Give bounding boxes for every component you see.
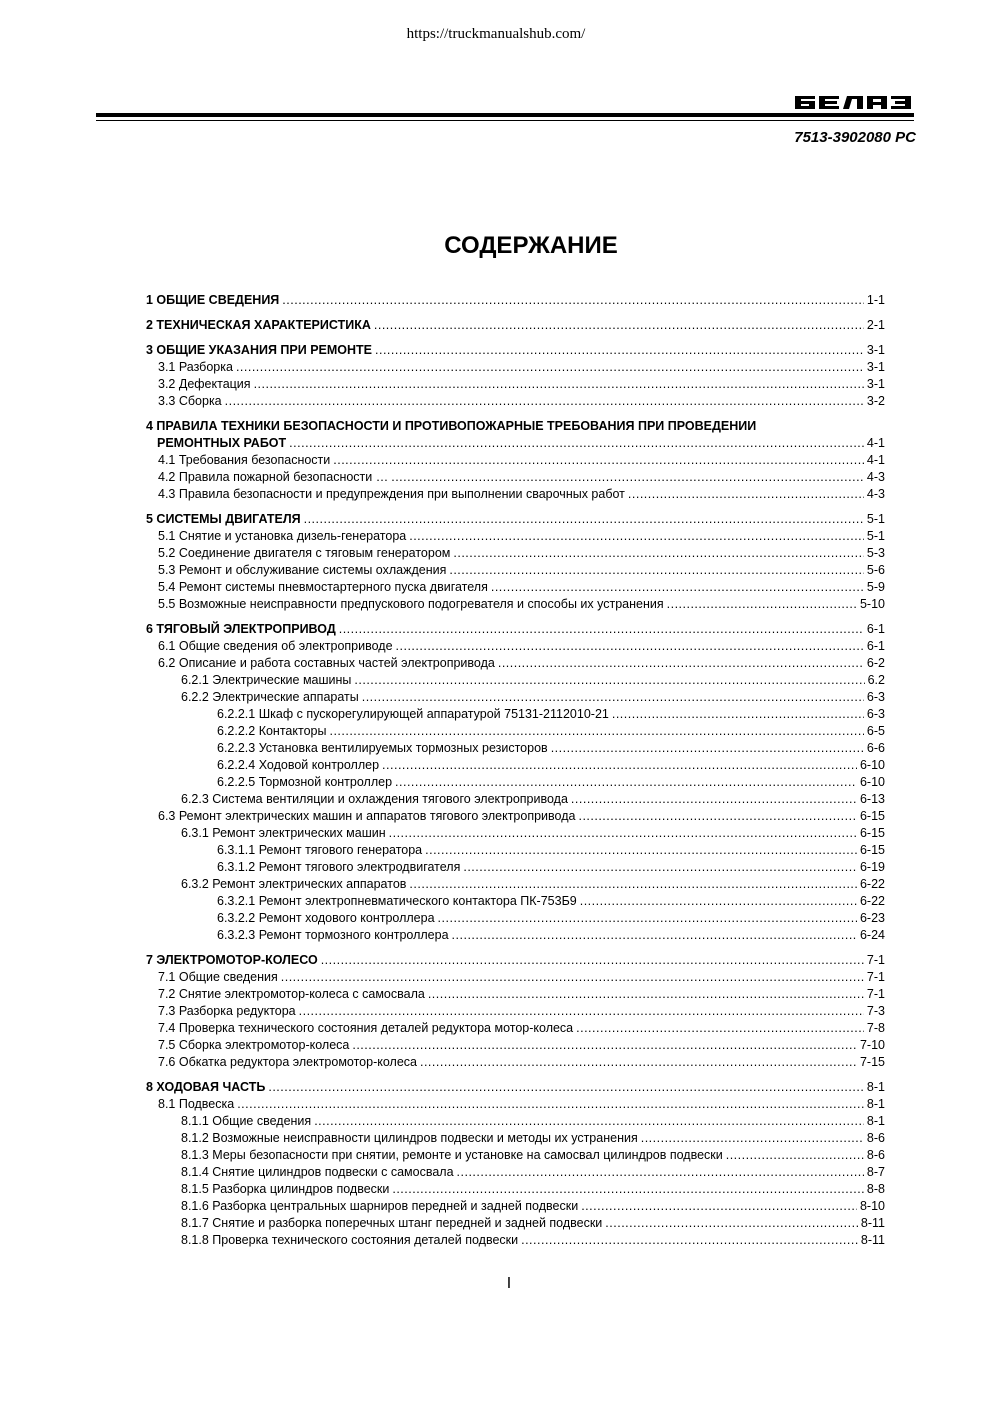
- toc-section: [146, 418, 885, 503]
- toc-entry-title: 7 ЭЛЕКТРОМОТОР-КОЛЕСО: [146, 953, 318, 967]
- toc-entry[interactable]: [146, 859, 885, 876]
- toc-entry-page: 5-3: [866, 546, 885, 560]
- toc-dot-leader: [299, 1003, 864, 1020]
- toc-dot-leader: [391, 469, 864, 486]
- toc-entry-title: 6.1 Общие сведения об электроприводе: [158, 639, 393, 653]
- toc-entry-page: 8-6: [866, 1148, 885, 1162]
- toc-dot-leader: [225, 393, 864, 410]
- toc-dot-leader: [354, 672, 864, 689]
- toc-entry-title: 6.2.2.1 Шкаф с пускорегулирующей аппаратурой 75131-2112010-21: [217, 707, 609, 721]
- toc-entry[interactable]: [146, 545, 885, 562]
- toc-dot-leader: [409, 876, 857, 893]
- toc-entry-page: 8-1: [866, 1114, 885, 1128]
- toc-entry-page: 7-8: [866, 1021, 885, 1035]
- toc-entry[interactable]: [146, 986, 885, 1003]
- toc-entry-title: 6.2.2.2 Контакторы: [217, 724, 327, 738]
- toc-entry-page: 6-13: [859, 792, 885, 806]
- toc-entry-page: 3-1: [866, 343, 885, 357]
- toc-entry-title: 3 ОБЩИЕ УКАЗАНИЯ ПРИ РЕМОНТЕ: [146, 343, 373, 357]
- toc-entry-title: 8.1.5 Разборка цилиндров подвески: [181, 1182, 390, 1196]
- toc-entry-page: 4-3: [866, 487, 885, 501]
- toc-entry-title: 1 ОБЩИЕ СВЕДЕНИЯ: [146, 293, 280, 307]
- toc-dot-leader: [605, 1215, 858, 1232]
- toc-dot-leader: [254, 376, 864, 393]
- toc-dot-leader: [463, 859, 857, 876]
- toc-entry[interactable]: [146, 1054, 885, 1071]
- toc-entry-title: 4.1 Требования безопасности: [158, 453, 331, 467]
- toc-entry[interactable]: [146, 842, 885, 859]
- toc-dot-leader: [578, 808, 857, 825]
- toc-entry-page: 8-1: [866, 1080, 885, 1094]
- toc-dot-leader: [268, 1079, 864, 1096]
- toc-entry[interactable]: [146, 1020, 885, 1037]
- toc-entry[interactable]: [146, 791, 885, 808]
- toc-entry-page: 6-15: [859, 809, 885, 823]
- toc-entry[interactable]: [146, 910, 885, 927]
- page-title: СОДЕРЖАНИЕ: [444, 232, 618, 259]
- toc-entry[interactable]: [146, 757, 885, 774]
- toc-entry[interactable]: [146, 825, 885, 842]
- toc-dot-leader: [425, 842, 857, 859]
- toc-entry[interactable]: [146, 1037, 885, 1054]
- toc-entry-title: 6.3.1 Ремонт электрических машин: [181, 826, 386, 840]
- toc-dot-leader: [396, 638, 864, 655]
- toc-entry[interactable]: [146, 376, 885, 393]
- header-rule-thick: [96, 113, 914, 117]
- toc-dot-leader: [457, 1164, 864, 1181]
- toc-entry-title: 7.2 Снятие электромотор-колеса с самосвала: [158, 987, 425, 1001]
- toc-entry-page: 7-3: [866, 1004, 885, 1018]
- toc-entry[interactable]: [146, 740, 885, 757]
- toc-entry-title: 5.4 Ремонт системы пневмостартерного пуска двигателя: [158, 580, 488, 594]
- toc-entry[interactable]: [146, 638, 885, 655]
- toc-entry-title: 7.6 Обкатка редуктора электромотор-колеса: [158, 1055, 417, 1069]
- toc-dot-leader: [452, 927, 857, 944]
- toc-entry[interactable]: [146, 562, 885, 579]
- toc-entry-title: 7.4 Проверка технического состояния деталей редуктора мотор-колеса: [158, 1021, 574, 1035]
- toc-entry-title: 8.1.8 Проверка технического состояния деталей подвески: [181, 1233, 519, 1247]
- toc-entry-title: 8.1.3 Меры безопасности при снятии, ремонте и установке на самосвал цилиндров подвески: [181, 1148, 723, 1162]
- toc-entry-page: 7-15: [859, 1055, 885, 1069]
- toc-entry[interactable]: [146, 469, 885, 486]
- toc-entry-page: 7-1: [866, 987, 885, 1001]
- toc-entry[interactable]: [146, 393, 885, 410]
- toc-entry-page: 8-11: [860, 1233, 885, 1247]
- toc-entry[interactable]: [146, 1147, 885, 1164]
- toc-entry-title: 5.1 Снятие и установка дизель-генератора: [158, 529, 407, 543]
- toc-entry-page: 4-3: [866, 470, 885, 484]
- toc-entry-page: 6-2: [866, 656, 885, 670]
- toc-dot-leader: [333, 452, 864, 469]
- toc-entry-page: 8-7: [866, 1165, 885, 1179]
- toc-dot-leader: [392, 1181, 864, 1198]
- toc-entry-heading[interactable]: [146, 418, 885, 435]
- toc-entry[interactable]: [146, 927, 885, 944]
- toc-dot-leader: [438, 910, 857, 927]
- toc-dot-leader: [329, 723, 863, 740]
- toc-entry-title-continuation: РЕМОНТНЫХ РАБОТ: [157, 436, 287, 450]
- toc-dot-leader: [667, 596, 857, 613]
- toc-entry-page: 7-10: [859, 1038, 885, 1052]
- toc-entry-title: 4.2 Правила пожарной безопасности …: [158, 470, 389, 484]
- toc-entry-title: 8.1.1 Общие сведения: [181, 1114, 312, 1128]
- toc-dot-leader: [236, 359, 864, 376]
- toc-entry-title: 8.1.7 Снятие и разборка поперечных штанг передней и задней подвески: [181, 1216, 603, 1230]
- toc-entry[interactable]: [146, 774, 885, 791]
- toc-entry-page: 6-3: [866, 707, 885, 721]
- toc-dot-leader: [571, 791, 857, 808]
- toc-entry[interactable]: [146, 359, 885, 376]
- toc-entry-page: 8-10: [859, 1199, 885, 1213]
- document-number: 7513-3902080 РС: [794, 129, 916, 146]
- toc-dot-leader: [726, 1147, 864, 1164]
- toc-dot-leader: [352, 1037, 857, 1054]
- toc-dot-leader: [491, 579, 864, 596]
- toc-dot-leader: [321, 952, 864, 969]
- toc-section: [146, 621, 885, 944]
- toc-entry-title: 6.3.2.3 Ремонт тормозного контроллера: [217, 928, 449, 942]
- toc-section: [146, 1079, 885, 1249]
- toc-dot-leader: [628, 486, 864, 503]
- toc-entry-page: 6-15: [859, 826, 885, 840]
- toc-entry-title: 6 ТЯГОВЫЙ ЭЛЕКТРОПРИВОД: [146, 622, 336, 636]
- toc-entry-title: 6.3 Ремонт электрических машин и аппаратов тягового электропривода: [158, 809, 576, 823]
- toc-entry-title: 6.2.2 Электрические аппараты: [181, 690, 359, 704]
- toc-entry-page: 1-1: [866, 293, 885, 307]
- toc-entry-page: 6-10: [859, 758, 885, 772]
- toc-entry-page: 6-23: [859, 911, 885, 925]
- toc-entry-title: 7.5 Сборка электромотор-колеса: [158, 1038, 350, 1052]
- toc-entry[interactable]: [146, 596, 885, 613]
- toc-entry-page: 6-5: [866, 724, 885, 738]
- toc-entry-title: 6.2.2.3 Установка вентилируемых тормозных резисторов: [217, 741, 548, 755]
- toc-entry[interactable]: [146, 1096, 885, 1113]
- toc-entry[interactable]: [146, 1164, 885, 1181]
- toc-entry-page: 6-3: [866, 690, 885, 704]
- toc-entry-title: 6.2.1 Электрические машины: [181, 673, 352, 687]
- toc-entry[interactable]: [146, 1215, 885, 1232]
- toc-entry-page: 3-2: [866, 394, 885, 408]
- toc-entry[interactable]: [146, 969, 885, 986]
- toc-entry-title: 8 ХОДОВАЯ ЧАСТЬ: [146, 1080, 266, 1094]
- toc-entry-title: 7.3 Разборка редуктора: [158, 1004, 296, 1018]
- toc-entry-page: 5-1: [866, 512, 885, 526]
- toc-entry[interactable]: [146, 1130, 885, 1147]
- toc-entry[interactable]: [146, 528, 885, 545]
- toc-entry-title: 6.2.2.5 Тормозной контроллер: [217, 775, 393, 789]
- toc-entry-title: 4.3 Правила безопасности и предупреждения при выполнении сварочных работ: [158, 487, 625, 501]
- toc-entry-page: 4-1: [866, 453, 885, 467]
- toc-dot-leader: [449, 562, 864, 579]
- toc-section: [146, 292, 885, 309]
- toc-dot-leader: [339, 621, 864, 638]
- toc-entry-page: 8-11: [860, 1216, 885, 1230]
- toc-entry-page: 6-6: [866, 741, 885, 755]
- toc-dot-leader: [576, 1020, 864, 1037]
- toc-entry-page: 3-1: [866, 377, 885, 391]
- toc-entry[interactable]: [146, 1181, 885, 1198]
- page-number: I: [506, 1275, 512, 1292]
- toc-entry-page: 8-8: [866, 1182, 885, 1196]
- toc-dot-leader: [581, 1198, 857, 1215]
- toc-entry-heading-continuation[interactable]: [146, 435, 885, 452]
- toc-entry-title: 6.3.2 Ремонт электрических аппаратов: [181, 877, 407, 891]
- toc-entry[interactable]: [146, 1198, 885, 1215]
- toc-entry-title: 2 ТЕХНИЧЕСКАЯ ХАРАКТЕРИСТИКА: [146, 318, 371, 332]
- toc-entry[interactable]: [146, 672, 885, 689]
- toc-entry-page: 2-1: [866, 318, 885, 332]
- toc-dot-leader: [314, 1113, 864, 1130]
- table-of-contents: [146, 292, 885, 1257]
- toc-entry-page: 7-1: [866, 953, 885, 967]
- toc-dot-leader: [521, 1232, 858, 1249]
- toc-entry[interactable]: [146, 579, 885, 596]
- toc-entry[interactable]: [146, 655, 885, 672]
- toc-entry-page: 6.2: [867, 673, 885, 687]
- toc-entry[interactable]: [146, 452, 885, 469]
- toc-entry-page: 8-1: [866, 1097, 885, 1111]
- toc-entry[interactable]: [146, 893, 885, 910]
- toc-entry-title: 8.1.4 Снятие цилиндров подвески с самосвала: [181, 1165, 454, 1179]
- toc-dot-leader: [375, 342, 864, 359]
- toc-entry-page: 6-1: [866, 639, 885, 653]
- toc-dot-leader: [551, 740, 864, 757]
- toc-entry-title: 3.3 Сборка: [158, 394, 222, 408]
- toc-section: [146, 342, 885, 410]
- toc-entry-title: 8.1.2 Возможные неисправности цилиндров подвески и методы их устранения: [181, 1131, 638, 1145]
- toc-entry[interactable]: [146, 723, 885, 740]
- toc-entry-page: 4-1: [866, 436, 885, 450]
- toc-entry[interactable]: [146, 1232, 885, 1249]
- toc-entry-title: 5.3 Ремонт и обслуживание системы охлаждения: [158, 563, 447, 577]
- toc-entry-title: 3.1 Разборка: [158, 360, 233, 374]
- toc-dot-leader: [382, 757, 857, 774]
- toc-entry-page: 6-1: [866, 622, 885, 636]
- belaz-logo: [795, 96, 911, 109]
- toc-entry-title: 5.2 Соединение двигателя с тяговым генератором: [158, 546, 451, 560]
- toc-entry-heading[interactable]: [146, 621, 885, 638]
- toc-entry-title: 6.3.2.2 Ремонт ходового контроллера: [217, 911, 435, 925]
- toc-entry-heading[interactable]: [146, 1079, 885, 1096]
- toc-entry[interactable]: [146, 876, 885, 893]
- toc-entry-page: 5-10: [859, 597, 885, 611]
- toc-entry-title: 8.1 Подвеска: [158, 1097, 235, 1111]
- toc-dot-leader: [420, 1054, 857, 1071]
- toc-entry-heading[interactable]: [146, 317, 885, 334]
- toc-entry-heading[interactable]: [146, 292, 885, 309]
- source-url[interactable]: https://truckmanualshub.com/: [406, 26, 586, 42]
- toc-entry-title: 6.3.2.1 Ремонт электропневматического контактора ПК-753Б9: [217, 894, 577, 908]
- toc-entry-heading[interactable]: [146, 511, 885, 528]
- toc-section: [146, 511, 885, 613]
- toc-entry-title: 4 ПРАВИЛА ТЕХНИКИ БЕЗОПАСНОСТИ И ПРОТИВОПОЖАРНЫЕ ТРЕБОВАНИЯ ПРИ ПРОВЕДЕНИИ: [146, 419, 757, 433]
- toc-entry[interactable]: [146, 486, 885, 503]
- toc-entry-heading[interactable]: [146, 952, 885, 969]
- toc-dot-leader: [641, 1130, 864, 1147]
- toc-dot-leader: [580, 893, 857, 910]
- toc-entry-page: 3-1: [866, 360, 885, 374]
- toc-entry[interactable]: [146, 808, 885, 825]
- toc-dot-leader: [395, 774, 857, 791]
- toc-entry[interactable]: [146, 689, 885, 706]
- toc-dot-leader: [453, 545, 864, 562]
- toc-entry-page: 6-15: [859, 843, 885, 857]
- toc-dot-leader: [282, 292, 864, 309]
- toc-entry-page: 7-1: [866, 970, 885, 984]
- toc-entry[interactable]: [146, 1003, 885, 1020]
- toc-dot-leader: [281, 969, 864, 986]
- header-rule-thin: [96, 120, 914, 121]
- toc-entry-page: 6-24: [859, 928, 885, 942]
- toc-entry-title: 6.3.1.1 Ремонт тягового генератора: [217, 843, 423, 857]
- toc-entry-title: 3.2 Дефектация: [158, 377, 251, 391]
- toc-entry-page: 6-10: [859, 775, 885, 789]
- toc-dot-leader: [409, 528, 864, 545]
- toc-dot-leader: [304, 511, 864, 528]
- toc-entry-title: 6.3.1.2 Ремонт тягового электродвигателя: [217, 860, 461, 874]
- toc-entry[interactable]: [146, 1113, 885, 1130]
- toc-entry-page: 6-19: [859, 860, 885, 874]
- toc-section: [146, 317, 885, 334]
- toc-entry-title: 6.2.3 Система вентиляции и охлаждения тягового электропривода: [181, 792, 568, 806]
- toc-dot-leader: [374, 317, 864, 334]
- toc-entry-page: 6-22: [859, 877, 885, 891]
- toc-dot-leader: [498, 655, 864, 672]
- toc-dot-leader: [289, 435, 864, 452]
- toc-entry-title: 8.1.6 Разборка центральных шарниров передней и задней подвески: [181, 1199, 579, 1213]
- toc-dot-leader: [389, 825, 857, 842]
- toc-entry-heading[interactable]: [146, 342, 885, 359]
- toc-entry-title: 6.2.2.4 Ходовой контроллер: [217, 758, 380, 772]
- toc-entry-title: 7.1 Общие сведения: [158, 970, 278, 984]
- toc-dot-leader: [428, 986, 864, 1003]
- toc-entry[interactable]: [146, 706, 885, 723]
- toc-entry-title: 5.5 Возможные неисправности предпускового подогревателя и способы их устранения: [158, 597, 664, 611]
- toc-entry-title: 5 СИСТЕМЫ ДВИГАТЕЛЯ: [146, 512, 301, 526]
- toc-entry-page: 6-22: [859, 894, 885, 908]
- toc-entry-page: 5-6: [866, 563, 885, 577]
- toc-section: [146, 952, 885, 1071]
- toc-dot-leader: [612, 706, 864, 723]
- toc-entry-page: 8-6: [866, 1131, 885, 1145]
- toc-dot-leader: [362, 689, 864, 706]
- toc-entry-title: 6.2 Описание и работа составных частей электропривода: [158, 656, 495, 670]
- toc-entry-page: 5-9: [866, 580, 885, 594]
- toc-entry-page: 5-1: [866, 529, 885, 543]
- toc-dot-leader: [237, 1096, 864, 1113]
